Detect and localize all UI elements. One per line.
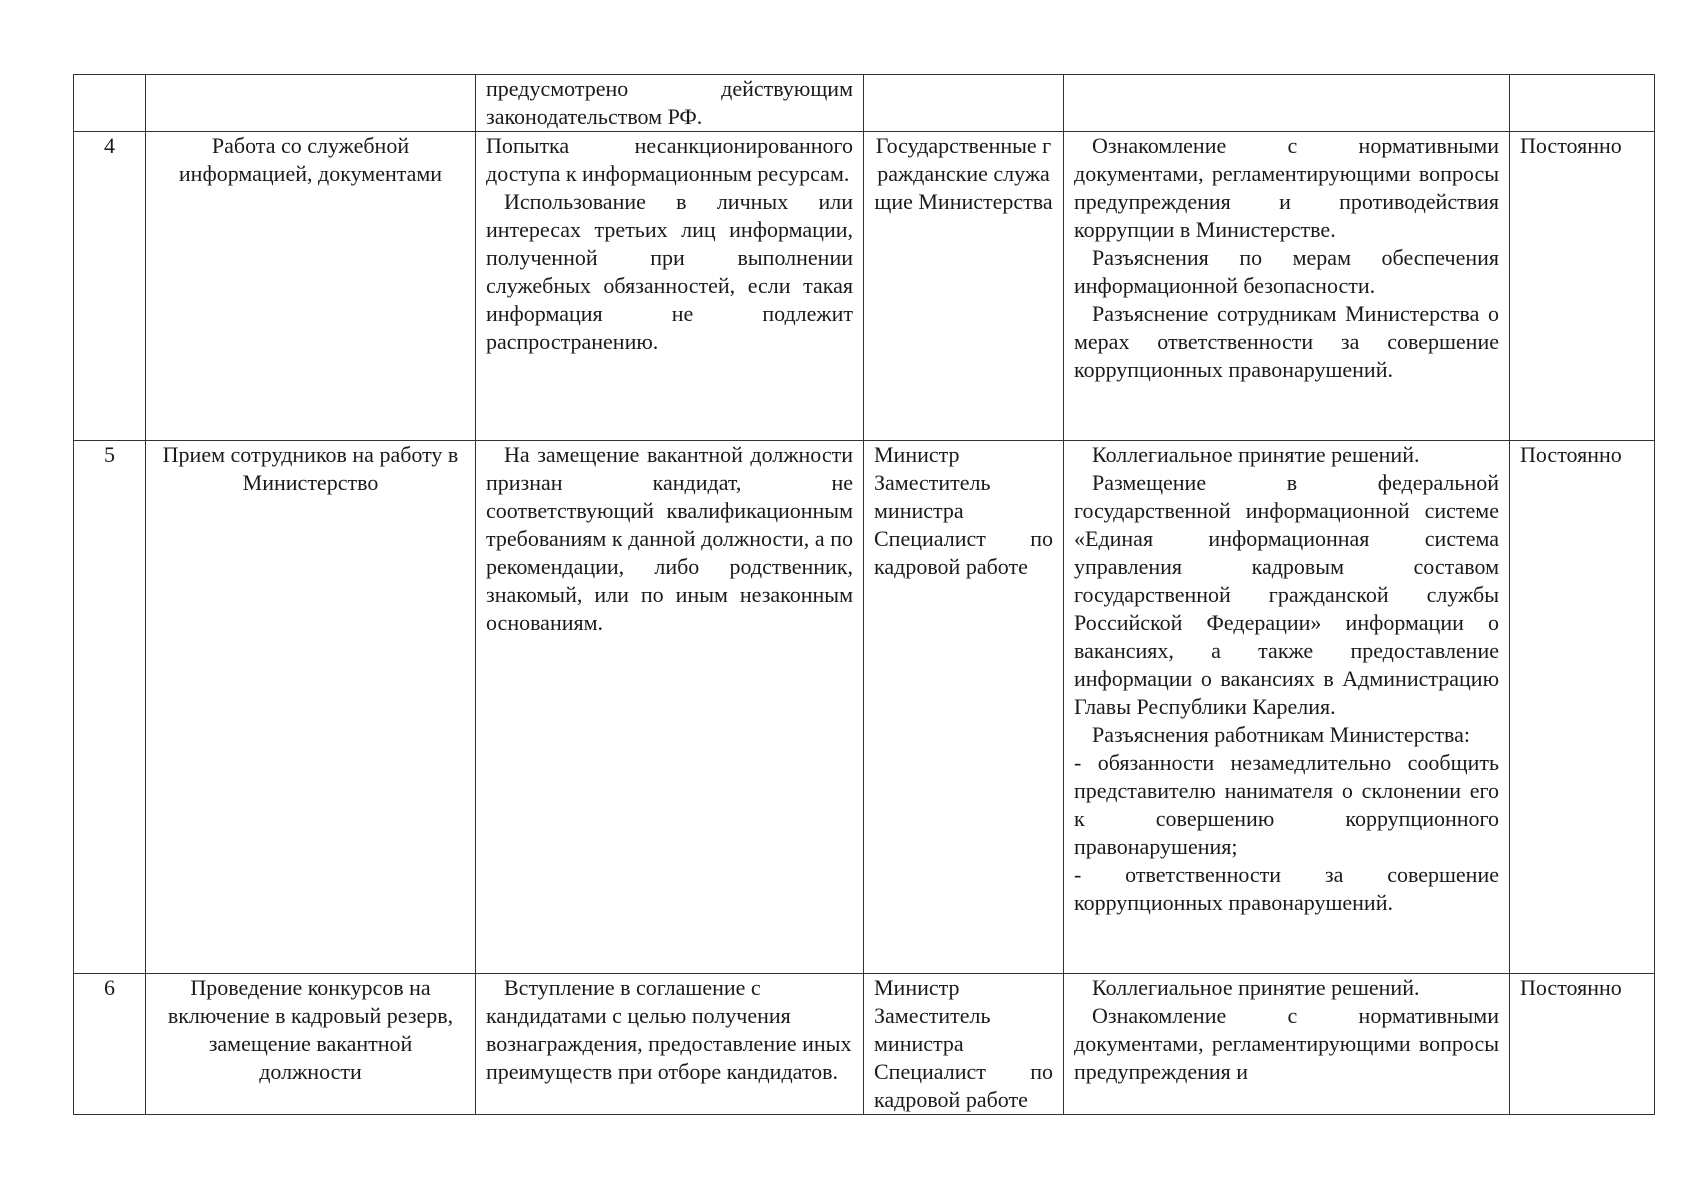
- measure-paragraph: Коллегиальное принятие решений.: [1092, 975, 1420, 1000]
- deadline-cell: Постоянно: [1510, 441, 1655, 974]
- responsible-cell: [864, 974, 1064, 1115]
- risk-paragraph: Вступление в соглашение с кандидатами с целью получения вознаграждения, предоставление иных преимуществ при отборе кандидатов.: [486, 975, 852, 1084]
- activity-cell: Прием сотрудников на работу в Министерство: [146, 441, 476, 974]
- responsible-line: Государственные гражданские служащие Министерства: [874, 133, 1053, 214]
- activity-cell: [146, 75, 476, 132]
- responsible-line: Заместитель министра: [874, 1003, 991, 1056]
- responsible-line: Министр: [874, 975, 960, 1000]
- responsible-cell: [864, 132, 1064, 441]
- measure-paragraph: - обязанности незамедлительно сообщить представителю нанимателя о склонении его к совершению коррупционного правонарушения;: [1074, 750, 1499, 859]
- row-number: 4: [74, 132, 146, 441]
- risk-cell: [476, 75, 864, 132]
- risk-paragraph: предусмотрено действующим законодательством РФ.: [486, 76, 853, 129]
- responsible-line: Специалист по кадровой работе: [874, 1059, 1053, 1112]
- responsible-line: Министр: [874, 442, 960, 467]
- risk-cell: [476, 441, 864, 974]
- activity-cell: Работа со служебной информацией, документами: [146, 132, 476, 441]
- deadline-cell: Постоянно: [1510, 974, 1655, 1115]
- measure-paragraph: - ответственности за совершение коррупционных правонарушений.: [1074, 862, 1499, 915]
- table-row: [74, 132, 1655, 441]
- measure-paragraph: Ознакомление с нормативными документами, регламентирующими вопросы предупреждения и противодействия коррупции в Министерстве.: [1074, 133, 1499, 242]
- measure-paragraph: Разъяснения работникам Министерства:: [1092, 722, 1471, 747]
- risk-cell: [476, 974, 864, 1115]
- measure-paragraph: Размещение в федеральной государственной информационной системе «Единая информационная система управления кадровым составом государственной гражданской службы Российской Федерации» информации о вакансиях, а также предоставление информации о вакансиях в Администрацию Главы Республики Карелия.: [1074, 470, 1499, 719]
- measure-paragraph: Разъяснения по мерам обеспечения информационной безопасности.: [1074, 245, 1499, 298]
- responsible-line: Заместитель министра: [874, 470, 991, 523]
- measures-cell: [1064, 75, 1510, 132]
- row-number: [74, 75, 146, 132]
- measure-paragraph: Разъяснение сотрудникам Министерства о мерах ответственности за совершение коррупционных правонарушений.: [1074, 301, 1499, 382]
- row-number: 6: [74, 974, 146, 1115]
- responsible-line: Специалист по кадровой работе: [874, 526, 1053, 579]
- activity-cell: Проведение конкурсов на включение в кадровый резерв, замещение вакантной должности: [146, 974, 476, 1115]
- deadline-cell: Постоянно: [1510, 132, 1655, 441]
- table-row: [74, 974, 1655, 1115]
- measures-cell: [1064, 974, 1510, 1115]
- measure-paragraph: Коллегиальное принятие решений.: [1092, 442, 1420, 467]
- corruption-risk-table: [73, 74, 1655, 1115]
- risk-paragraph: Попытка несанкционированного доступа к информационным ресурсам.: [486, 133, 853, 186]
- risk-paragraph: Использование в личных или интересах третьих лиц информации, полученной при выполнении служебных обязанностей, если такая информация не подлежит распространению.: [486, 189, 853, 354]
- table-row: [74, 441, 1655, 974]
- responsible-cell: [864, 75, 1064, 132]
- measure-paragraph: Ознакомление с нормативными документами, регламентирующими вопросы предупреждения и: [1074, 1003, 1499, 1084]
- deadline-cell: [1510, 75, 1655, 132]
- risk-paragraph: На замещение вакантной должности признан кандидат, не соответствующий квалификационным требованиям к данной должности, а по рекомендации, либо родственник, знакомый, или по иным незаконным основаниям.: [486, 442, 853, 635]
- row-number: 5: [74, 441, 146, 974]
- measures-cell: [1064, 441, 1510, 974]
- measures-cell: [1064, 132, 1510, 441]
- risk-cell: [476, 132, 864, 441]
- responsible-cell: [864, 441, 1064, 974]
- table-row: [74, 75, 1655, 132]
